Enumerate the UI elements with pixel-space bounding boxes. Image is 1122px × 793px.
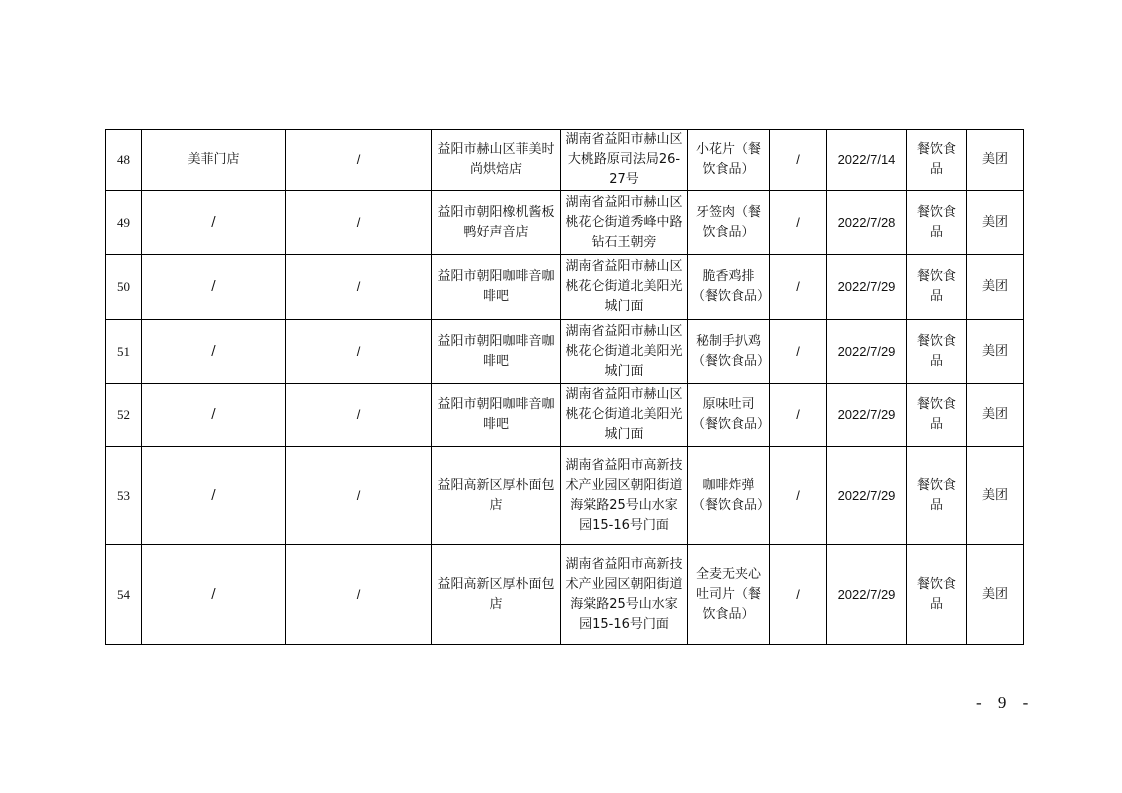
data-table [105, 129, 1024, 645]
sampling-date-cell: 2022/7/29 [827, 384, 907, 447]
specification-cell: / [770, 447, 827, 545]
store-address-cell: 湖南省益阳市赫山区桃花仑街道北美阳光城门面 [561, 255, 688, 320]
row-number-cell: 50 [106, 255, 142, 320]
store-address-cell: 湖南省益阳市高新技术产业园区朝阳街道海棠路25号山水家园15-16号门面 [561, 545, 688, 645]
table-row [106, 255, 1024, 320]
store-name-cell: 益阳高新区厚朴面包店 [432, 447, 561, 545]
store-name-cell: 益阳市朝阳橡机酱板鸭好声音店 [432, 191, 561, 255]
row-number-cell: 53 [106, 447, 142, 545]
sampling-date-cell: 2022/7/29 [827, 255, 907, 320]
table-row [106, 130, 1024, 191]
table-row [106, 384, 1024, 447]
product-name-cell: 小花片（餐饮食品） [688, 130, 770, 191]
food-category-cell: 餐饮食品 [907, 447, 967, 545]
license-number-cell: / [286, 191, 432, 255]
table-row [106, 545, 1024, 645]
store-alias-cell: 美菲门店 [142, 130, 286, 191]
table-body [106, 130, 1024, 645]
store-name-cell: 益阳市朝阳咖啡音咖啡吧 [432, 255, 561, 320]
row-number-cell: 54 [106, 545, 142, 645]
store-name-cell: 益阳高新区厚朴面包店 [432, 545, 561, 645]
store-address-cell: 湖南省益阳市赫山区桃花仑街道北美阳光城门面 [561, 384, 688, 447]
license-number-cell: / [286, 447, 432, 545]
specification-cell: / [770, 130, 827, 191]
table-row [106, 320, 1024, 384]
product-name-cell: 脆香鸡排（餐饮食品） [688, 255, 770, 320]
food-category-cell: 餐饮食品 [907, 130, 967, 191]
food-category-cell: 餐饮食品 [907, 320, 967, 384]
store-address-cell: 湖南省益阳市赫山区大桃路原司法局26-27号 [561, 130, 688, 191]
platform-cell: 美团 [967, 447, 1024, 545]
store-alias-cell: / [142, 447, 286, 545]
store-alias-cell: / [142, 320, 286, 384]
table-row [106, 447, 1024, 545]
store-address-cell: 湖南省益阳市赫山区桃花仑街道北美阳光城门面 [561, 320, 688, 384]
product-name-cell: 秘制手扒鸡（餐饮食品） [688, 320, 770, 384]
page-number: - 9 - [976, 693, 1035, 712]
product-name-cell: 咖啡炸弹（餐饮食品） [688, 447, 770, 545]
specification-cell: / [770, 545, 827, 645]
table-row [106, 191, 1024, 255]
sampling-date-cell: 2022/7/28 [827, 191, 907, 255]
platform-cell: 美团 [967, 320, 1024, 384]
specification-cell: / [770, 191, 827, 255]
specification-cell: / [770, 384, 827, 447]
store-alias-cell: / [142, 545, 286, 645]
sampling-date-cell: 2022/7/29 [827, 545, 907, 645]
license-number-cell: / [286, 320, 432, 384]
store-alias-cell: / [142, 384, 286, 447]
row-number-cell: 51 [106, 320, 142, 384]
product-name-cell: 牙签肉（餐饮食品） [688, 191, 770, 255]
store-name-cell: 益阳市赫山区菲美时尚烘焙店 [432, 130, 561, 191]
platform-cell: 美团 [967, 255, 1024, 320]
food-category-cell: 餐饮食品 [907, 191, 967, 255]
store-name-cell: 益阳市朝阳咖啡音咖啡吧 [432, 384, 561, 447]
store-alias-cell: / [142, 255, 286, 320]
platform-cell: 美团 [967, 191, 1024, 255]
sampling-date-cell: 2022/7/29 [827, 447, 907, 545]
store-alias-cell: / [142, 191, 286, 255]
store-name-cell: 益阳市朝阳咖啡音咖啡吧 [432, 320, 561, 384]
sampling-date-cell: 2022/7/29 [827, 320, 907, 384]
store-address-cell: 湖南省益阳市高新技术产业园区朝阳街道海棠路25号山水家园15-16号门面 [561, 447, 688, 545]
platform-cell: 美团 [967, 130, 1024, 191]
product-name-cell: 全麦无夹心吐司片（餐饮食品） [688, 545, 770, 645]
specification-cell: / [770, 255, 827, 320]
license-number-cell: / [286, 130, 432, 191]
license-number-cell: / [286, 255, 432, 320]
sampling-date-cell: 2022/7/14 [827, 130, 907, 191]
product-name-cell: 原味吐司（餐饮食品） [688, 384, 770, 447]
row-number-cell: 52 [106, 384, 142, 447]
food-category-cell: 餐饮食品 [907, 545, 967, 645]
license-number-cell: / [286, 545, 432, 645]
row-number-cell: 49 [106, 191, 142, 255]
license-number-cell: / [286, 384, 432, 447]
food-category-cell: 餐饮食品 [907, 255, 967, 320]
specification-cell: / [770, 320, 827, 384]
food-category-cell: 餐饮食品 [907, 384, 967, 447]
platform-cell: 美团 [967, 384, 1024, 447]
row-number-cell: 48 [106, 130, 142, 191]
platform-cell: 美团 [967, 545, 1024, 645]
store-address-cell: 湖南省益阳市赫山区桃花仑街道秀峰中路钻石王朝旁 [561, 191, 688, 255]
